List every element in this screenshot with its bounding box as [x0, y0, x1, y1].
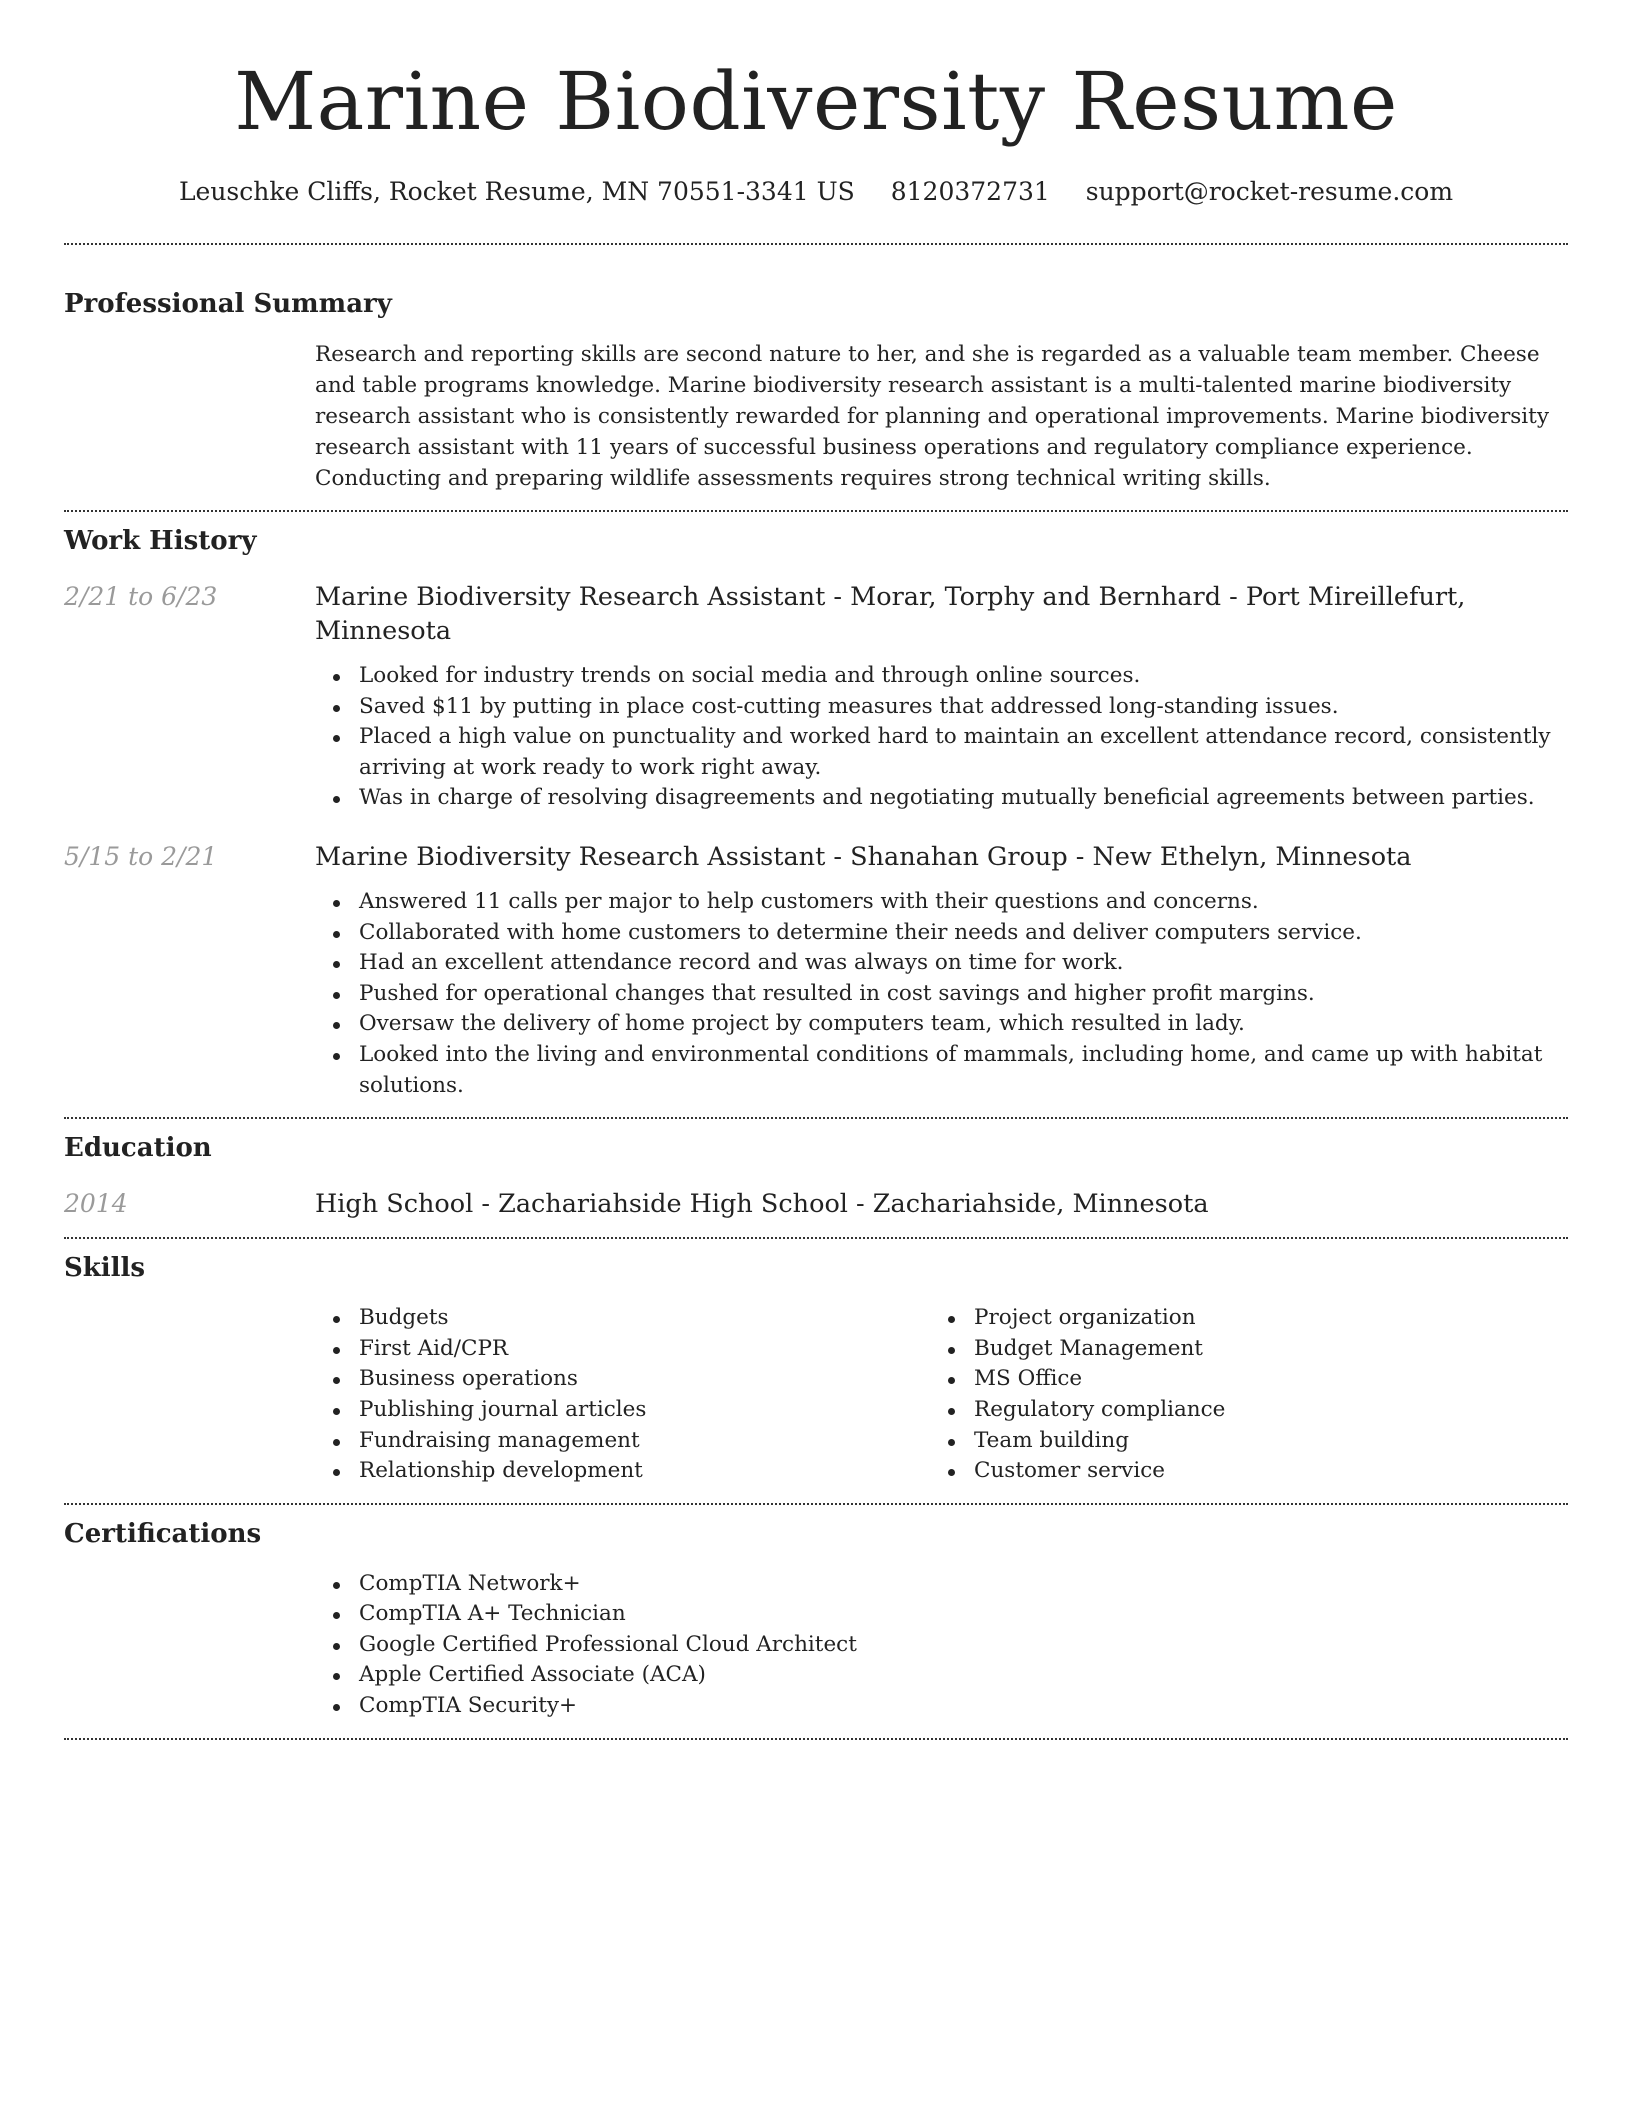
- list-item: Saved $11 by putting in place cost-cutting measures that addressed long-standing issues.: [315, 692, 1568, 723]
- contact-email: support@rocket-resume.com: [1085, 177, 1454, 206]
- job-heading: Marine Biodiversity Research Assistant - Shanahan Group - New Ethelyn, Minnesota: [315, 841, 1412, 872]
- skills-section: [64, 1251, 1568, 1487]
- skills-list-left: [315, 1303, 930, 1487]
- certifications-list: [315, 1569, 1568, 1722]
- skill-item: Budget Management: [930, 1334, 1545, 1365]
- summary-section: [64, 287, 1568, 494]
- job-dates: 5/15 to 2/21: [64, 841, 218, 871]
- education-heading: High School - Zachariahside High School - Zachariahside, Minnesota: [315, 1189, 1209, 1220]
- job-entry: [64, 580, 1568, 814]
- certification-item: Apple Certified Associate (ACA): [315, 1660, 1568, 1691]
- list-item: Looked for industry trends on social media and through online sources.: [315, 661, 1568, 692]
- list-item: Placed a high value on punctuality and worked hard to maintain an excellent attendance record, consistently arriving at work ready to work right away.: [315, 722, 1568, 783]
- divider: [64, 1237, 1568, 1239]
- education-year: 2014: [64, 1189, 128, 1219]
- certification-item: Google Certified Professional Cloud Architect: [315, 1630, 1568, 1661]
- resume-title: Marine Biodiversity Resume: [234, 55, 1398, 148]
- skill-item: First Aid/CPR: [315, 1334, 930, 1365]
- skills-list-right: [930, 1303, 1545, 1487]
- contact-line: [64, 176, 1568, 208]
- work-history-section: [64, 524, 1568, 1101]
- work-history-title: Work History: [64, 526, 257, 556]
- job-dates: 2/21 to 6/23: [64, 582, 218, 611]
- skill-item: Budgets: [315, 1303, 930, 1334]
- list-item: Collaborated with home customers to determine their needs and deliver computers service.: [315, 918, 1568, 949]
- list-item: Pushed for operational changes that resulted in cost savings and higher profit margins.: [315, 979, 1568, 1010]
- divider: [64, 1503, 1568, 1505]
- job-heading: Marine Biodiversity Research Assistant - Morar, Torphy and Bernhard - Port Mireillefurt, Minnesota: [315, 582, 1466, 646]
- list-item: Looked into the living and environmental conditions of mammals, including home, and came up with habitat solutions.: [315, 1040, 1568, 1101]
- skill-item: Project organization: [930, 1303, 1545, 1334]
- summary-title: Professional Summary: [64, 289, 392, 319]
- education-title: Education: [64, 1133, 212, 1164]
- certification-item: CompTIA A+ Technician: [315, 1599, 1568, 1630]
- list-item: Had an excellent attendance record and was always on time for work.: [315, 948, 1568, 979]
- skill-item: Publishing journal articles: [315, 1395, 930, 1426]
- list-item: Was in charge of resolving disagreements and negotiating mutually beneficial agreements between parties.: [315, 783, 1568, 814]
- skill-item: Relationship development: [315, 1456, 930, 1487]
- skill-item: Customer service: [930, 1456, 1545, 1487]
- skill-item: Regulatory compliance: [930, 1395, 1545, 1426]
- certifications-title: Certifications: [64, 1518, 262, 1549]
- job-entry: [64, 840, 1568, 1101]
- summary-text: Research and reporting skills are second nature to her, and she is regarded as a valuable team member. Cheese and table programs knowledge. Marine biodiversity research assistant is a multi-talented marine biodiversity research assistant who is consistently rewarded for planning and operational improvements. Marine biodiversity research assistant with 11 years of successful business operations and regulatory compliance experience. Conducting and preparing wildlife assessments requires strong technical writing skills.: [315, 342, 1549, 491]
- education-section: [64, 1131, 1568, 1221]
- skill-item: Team building: [930, 1426, 1545, 1457]
- divider: [64, 1738, 1568, 1740]
- job-bullets: [315, 887, 1568, 1101]
- job-bullets: [315, 661, 1568, 814]
- skill-item: MS Office: [930, 1364, 1545, 1395]
- education-entry: [64, 1187, 1568, 1221]
- skill-item: Fundraising management: [315, 1426, 930, 1457]
- divider: [64, 1117, 1568, 1119]
- certification-item: CompTIA Network+: [315, 1569, 1568, 1600]
- skills-title: Skills: [64, 1253, 146, 1284]
- list-item: Oversaw the delivery of home project by computers team, which resulted in lady.: [315, 1009, 1568, 1040]
- contact-phone: 8120372731: [890, 177, 1050, 206]
- skill-item: Business operations: [315, 1364, 930, 1395]
- certifications-section: [64, 1517, 1568, 1722]
- contact-address: Leuschke Cliffs, Rocket Resume, MN 70551-3341 US: [178, 177, 855, 206]
- certification-item: CompTIA Security+: [315, 1691, 1568, 1722]
- divider: [64, 510, 1568, 512]
- divider: [64, 243, 1568, 245]
- list-item: Answered 11 calls per major to help customers with their questions and concerns.: [315, 887, 1568, 918]
